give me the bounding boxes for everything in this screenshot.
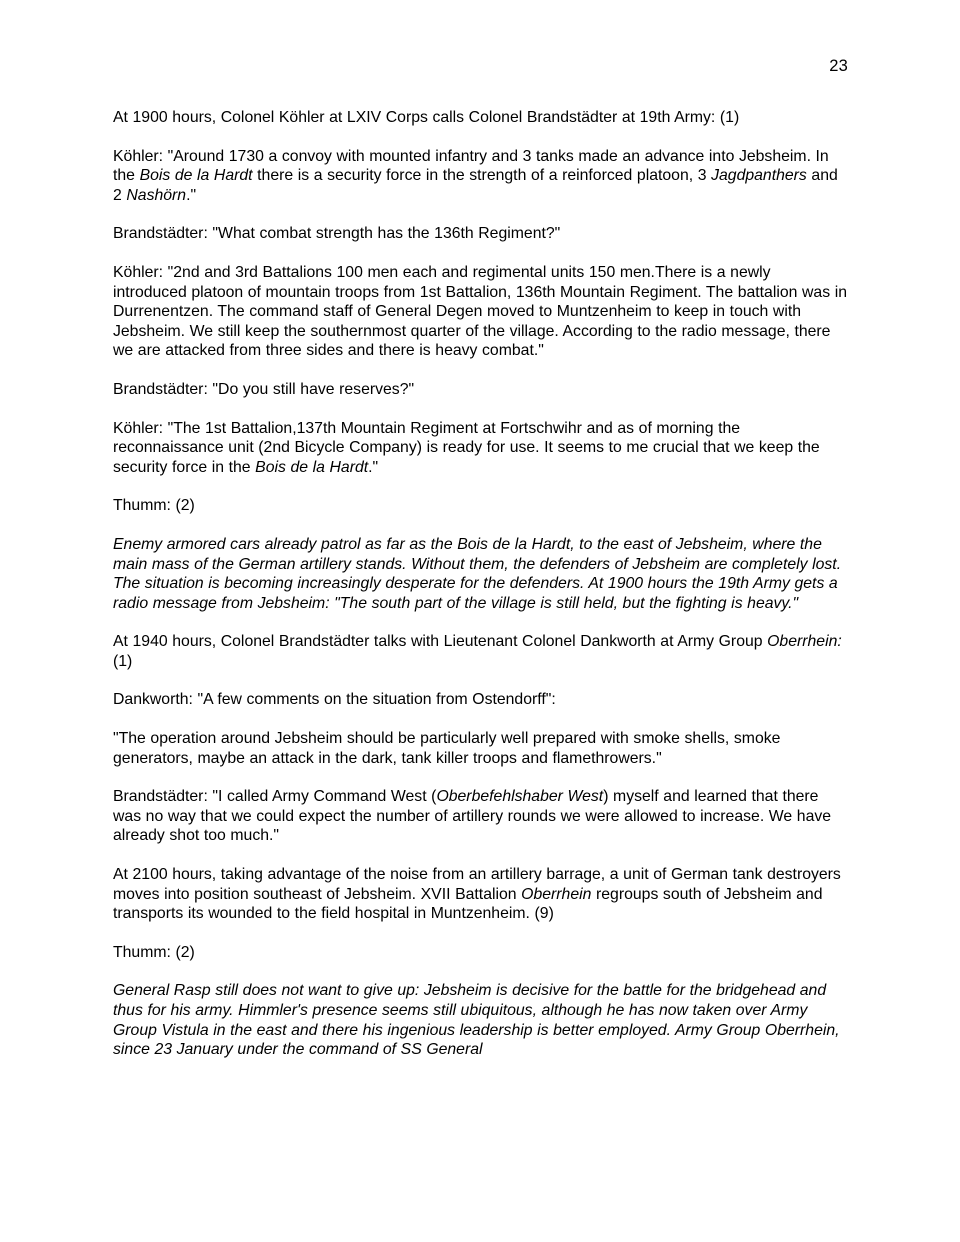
text-run: Köhler: "2nd and 3rd Battalions 100 men each and regimental units 150 men.There is a newly introduced platoon of mountain troops from 1st Battalion, 136th Mountain Regiment. The battalion was in Durrenentzen. The command staff of General Degen moved to Muntzenheim to keep in touch with Jebsheim. We still keep the southernmost quarter of the village. According to the radio message, there we are attacked from three sides and there is heavy combat." <box>113 263 847 360</box>
text-run: Brandstädter: "I called Army Command West ( <box>113 788 437 806</box>
text-run: At 1900 hours, Colonel Köhler at LXIV Corps calls Colonel Brandstädter at 19th Army: (1) <box>113 109 740 126</box>
page-number: 23 <box>829 57 848 75</box>
text-run: there is a security force in the strength of a reinforced platoon, 3 <box>252 167 712 185</box>
italic-text-run: Oberbefehlshaber West <box>436 788 604 806</box>
paragraph <box>113 865 848 924</box>
paragraph <box>113 380 848 400</box>
text-run: Thumm: (2) <box>113 497 195 515</box>
paragraph <box>113 787 848 846</box>
text-run: Thumm: (2) <box>113 943 195 961</box>
text-run: Brandstädter: "Do you still have reserves?" <box>113 380 415 398</box>
paragraph <box>113 224 848 244</box>
text-run: ) myself and learned that there was no way that we could expect the number of artillery rounds we were allowed to increase. We have already shot too much." <box>113 788 832 845</box>
paragraph <box>113 729 848 768</box>
text-run: Köhler: "Around 1730 a convoy with mounted infantry and 3 tanks made an advance into Jebsheim. In the <box>113 147 829 185</box>
paragraph <box>113 147 848 206</box>
italic-text-run: Jagdpanthers <box>711 167 807 185</box>
page-content <box>113 57 848 1060</box>
document-body <box>113 108 848 1060</box>
paragraph <box>113 690 848 710</box>
text-run: (1) <box>113 652 133 670</box>
italic-text-run: Bois de la Hardt <box>255 458 369 476</box>
paragraph <box>113 632 848 671</box>
paragraph <box>113 535 848 613</box>
paragraph <box>113 943 848 963</box>
text-run: ." <box>368 458 379 476</box>
italic-text-run: Enemy armored cars already patrol as far as the Bois de la Hardt, to the east of Jebsheim, where the main mass of the German artillery stands. Without them, the defenders of Jebsheim are completely lost. The situation is becoming increasingly desperate for the defenders. At 1900 hours the 19th Army gets a radio message from Jebsheim: "The south part of the village is still held, but the fighting is heavy." <box>113 535 842 612</box>
paragraph <box>113 981 848 1059</box>
text-run: At 2100 hours, taking advantage of the noise from an artillery barrage, a unit of German tank destroyers moves into position southeast of Jebsheim. XVII Battalion <box>113 866 841 903</box>
paragraph <box>113 108 848 128</box>
text-run: regroups south of Jebsheim and transports its wounded to the field hospital in Muntzenheim. (9) <box>113 885 823 923</box>
text-run: and 2 <box>113 167 838 204</box>
text-run: "The operation around Jebsheim should be particularly well prepared with smoke shells, smoke generators, maybe an attack in the dark, tank killer troops and flamethrowers." <box>113 730 781 767</box>
italic-text-run: Oberrhein: <box>767 633 842 651</box>
italic-text-run: General Rasp still does not want to give up: Jebsheim is decisive for the battle for the bridgehead and thus for his army. Himmler's presence seems still ubiquitous, although he has now taken over Army Group Vistula in the east and there his ingenious leadership is better employed. Army Group Oberrhein, since 23 January under the command of SS General <box>113 982 840 1059</box>
text-run: ." <box>186 186 197 204</box>
italic-text-run: Oberrhein <box>521 885 592 903</box>
paragraph <box>113 263 848 361</box>
text-run: At 1940 hours, Colonel Brandstädter talks with Lieutenant Colonel Dankworth at Army Group <box>113 633 768 651</box>
text-run: Köhler: "The 1st Battalion,137th Mountain Regiment at Fortschwihr and as of morning the reconnaissance unit (2nd Bicycle Company) is ready for use. It seems to me crucial that we keep the security force in the <box>113 419 820 476</box>
paragraph <box>113 496 848 516</box>
paragraph <box>113 419 848 478</box>
italic-text-run: Nashörn <box>126 186 187 204</box>
italic-text-run: Bois de la Hardt <box>139 167 253 185</box>
text-run: Brandstädter: "What combat strength has the 136th Regiment?" <box>113 225 561 243</box>
text-run: Dankworth: "A few comments on the situation from Ostendorff": <box>113 691 556 709</box>
